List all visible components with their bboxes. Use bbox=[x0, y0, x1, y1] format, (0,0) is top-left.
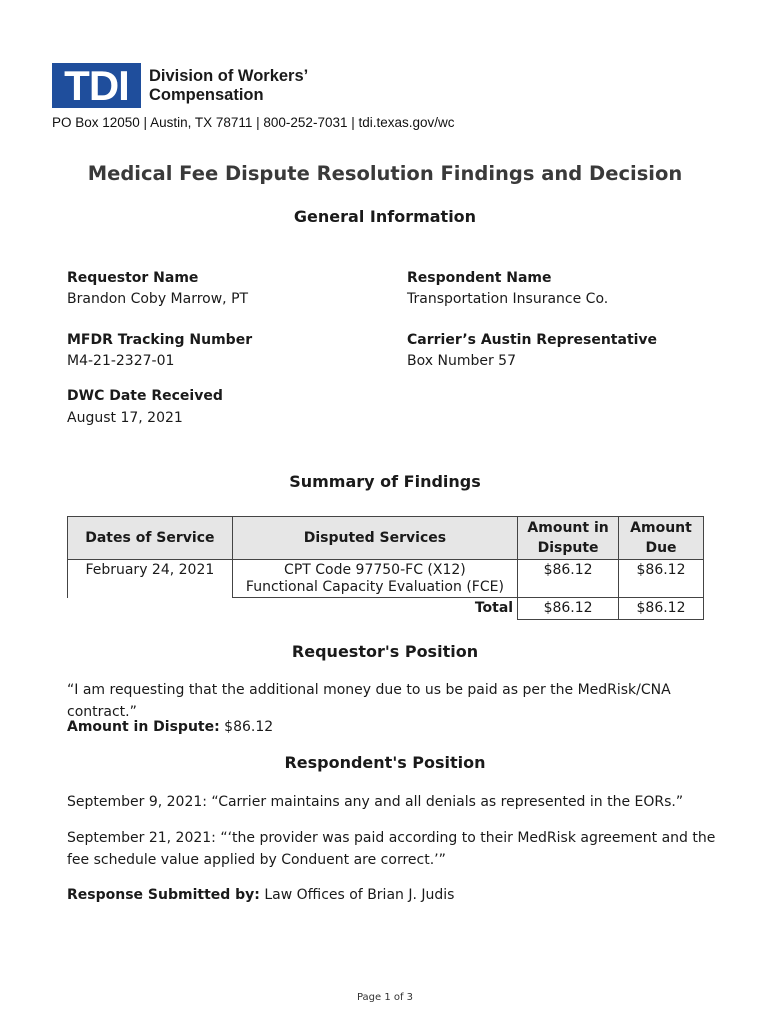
service-code: CPT Code 97750-FC (X12) bbox=[284, 562, 466, 578]
requestor-position-heading: Requestor's Position bbox=[291, 642, 479, 661]
total-blank-cell bbox=[68, 598, 233, 620]
col-header-amount-due: Amount Due bbox=[619, 517, 704, 560]
mfdr-tracking-value: M4-21-2327-01 bbox=[67, 353, 175, 369]
response-submitted-value: Law Offices of Brian J. Judis bbox=[259, 887, 455, 903]
requestor-name-value: Brandon Coby Marrow, PT bbox=[67, 291, 249, 307]
cell-date: February 24, 2021 bbox=[68, 560, 233, 598]
total-amount-dispute: $86.12 bbox=[518, 598, 619, 620]
dwc-date-label: DWC Date Received bbox=[67, 388, 223, 404]
respondent-statement-2-line1: September 21, 2021: “‘the provider was paid according to their MedRisk agreement and the bbox=[67, 830, 716, 846]
findings-table bbox=[67, 516, 704, 620]
document-title: Medical Fee Dispute Resolution Findings and Decision bbox=[87, 162, 683, 185]
respondent-statement-2-line2: fee schedule value applied by Conduent are correct.’” bbox=[67, 852, 446, 868]
carrier-rep-value: Box Number 57 bbox=[407, 353, 516, 369]
org-address: PO Box 12050 | Austin, TX 78711 | 800-252-7031 | tdi.texas.gov/wc bbox=[52, 115, 455, 130]
carrier-rep-label: Carrier’s Austin Representative bbox=[407, 332, 658, 348]
requestor-amount-line bbox=[67, 716, 717, 738]
general-information-heading: General Information bbox=[293, 207, 477, 226]
cell-services bbox=[232, 560, 517, 598]
mfdr-tracking-label: MFDR Tracking Number bbox=[67, 332, 253, 348]
dwc-date-value: August 17, 2021 bbox=[67, 410, 183, 426]
col-header-amount-dispute: Amount in Dispute bbox=[518, 517, 619, 560]
table-row bbox=[68, 560, 704, 598]
org-name-line1: Division of Workers’ bbox=[149, 67, 309, 85]
service-description: Functional Capacity Evaluation (FCE) bbox=[245, 579, 504, 595]
tdi-logo: TDI bbox=[52, 63, 141, 108]
col-header-services: Disputed Services bbox=[232, 517, 517, 560]
respondent-position-heading: Respondent's Position bbox=[284, 753, 486, 772]
respondent-name-value: Transportation Insurance Co. bbox=[407, 291, 609, 307]
response-submitted-line bbox=[67, 884, 717, 906]
response-submitted-label: Response Submitted by: bbox=[67, 887, 260, 903]
table-total-row bbox=[68, 598, 704, 620]
cell-amount-due: $86.12 bbox=[619, 560, 704, 598]
total-amount-due: $86.12 bbox=[619, 598, 704, 620]
summary-of-findings-heading: Summary of Findings bbox=[289, 472, 481, 491]
page-number: Page 1 of 3 bbox=[356, 992, 414, 1003]
respondent-statement-1: September 9, 2021: “Carrier maintains any and all denials as represented in the EORs.” bbox=[67, 794, 684, 810]
total-label: Total bbox=[232, 598, 517, 620]
requestor-quote: “I am requesting that the additional money due to us be paid as per the MedRisk/CNA contract.” bbox=[67, 682, 671, 720]
requestor-name-label: Requestor Name bbox=[67, 270, 199, 286]
col-header-dates: Dates of Service bbox=[68, 517, 233, 560]
amount-in-dispute-label: Amount in Dispute: bbox=[67, 719, 220, 735]
org-name-line2: Compensation bbox=[149, 86, 264, 104]
amount-in-dispute-value: $86.12 bbox=[219, 719, 274, 735]
cell-amount-dispute: $86.12 bbox=[518, 560, 619, 598]
table-header-row bbox=[68, 517, 704, 560]
respondent-name-label: Respondent Name bbox=[407, 270, 552, 286]
